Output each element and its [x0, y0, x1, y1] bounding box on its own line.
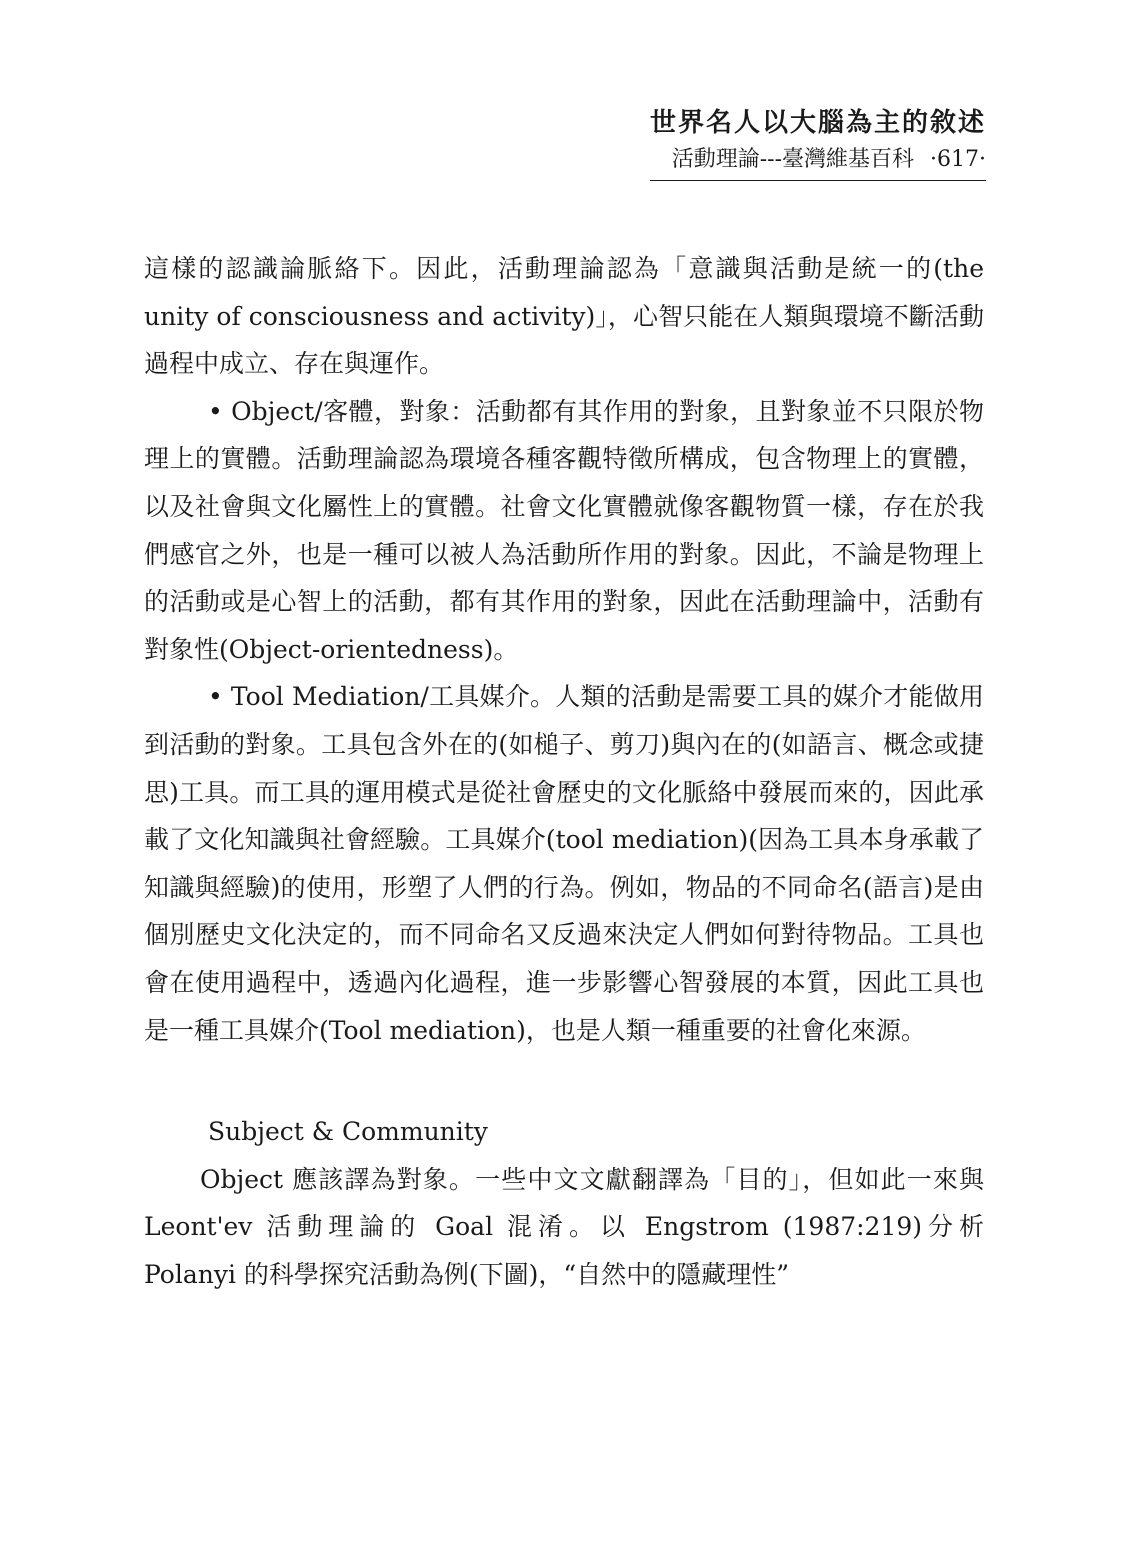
book-title: 世界名人以大腦為主的敘述 — [649, 108, 986, 138]
paragraph-object: • Object/客體，對象：活動都有其作用的對象，且對象並不只限於物理上的實體。活動理論認為環境各種客觀特徵所構成，包含物理上的實體，以及社會與文化屬性上的實體。社會文化實體就像客觀物質一樣，存在於我們感官之外，也是一種可以被人為活動所作用的對象。因此，不論是物理上的活動或是心智上的活動，都有其作用的對象，因此在活動理論中，活動有對象性(Object-orientedness)。 — [144, 396, 984, 664]
spacer — [144, 1054, 984, 1108]
paragraph-last: Object 應該譯為對象。一些中文文獻翻譯為「目的」，但如此一來與 Leont'ev 活動理論的 Goal 混淆。以 Engstrom (1987:219)分析 Polanyi 的科學探究活動為例(下圖)，“自然中的隱藏理性” — [144, 1164, 984, 1289]
paragraph-tool-mediation: • Tool Mediation/工具媒介。人類的活動是需要工具的媒介才能做用到活動的對象。工具包含外在的(如槌子、剪刀)與內在的(如語言、概念或捷思)工具。而工具的運用模式是從社會歷史的文化脈絡中發展而來的，因此承載了文化知識與社會經驗。工具媒介(tool mediation)(因為工具本身承載了知識與經驗)的使用，形塑了人們的行為。例如，物品的不同命名(語言)是由個別歷史文化決定的，而不同命名又反過來決定人們如何對待物品。工具也會在使用過程中，透過內化過程，進一步影響心智發展的本質，因此工具也是一種工具媒介(Tool mediation)，也是人類一種重要的社會化來源。 — [144, 682, 984, 1045]
page-header — [650, 104, 986, 181]
paragraph: 這樣的認識論脈絡下。因此，活動理論認為「意識與活動是統一的(the unity of consciousness and activity)」，心智只能在人類與環境不斷活動過程中成立、存在與運作。 — [144, 254, 984, 379]
body-text — [144, 245, 984, 1298]
page-number: ·617· — [930, 147, 986, 172]
section-heading: Subject & Community — [208, 1117, 488, 1147]
chapter-title: 活動理論---臺灣維基百科 — [671, 147, 915, 172]
chapter-line — [650, 142, 986, 181]
